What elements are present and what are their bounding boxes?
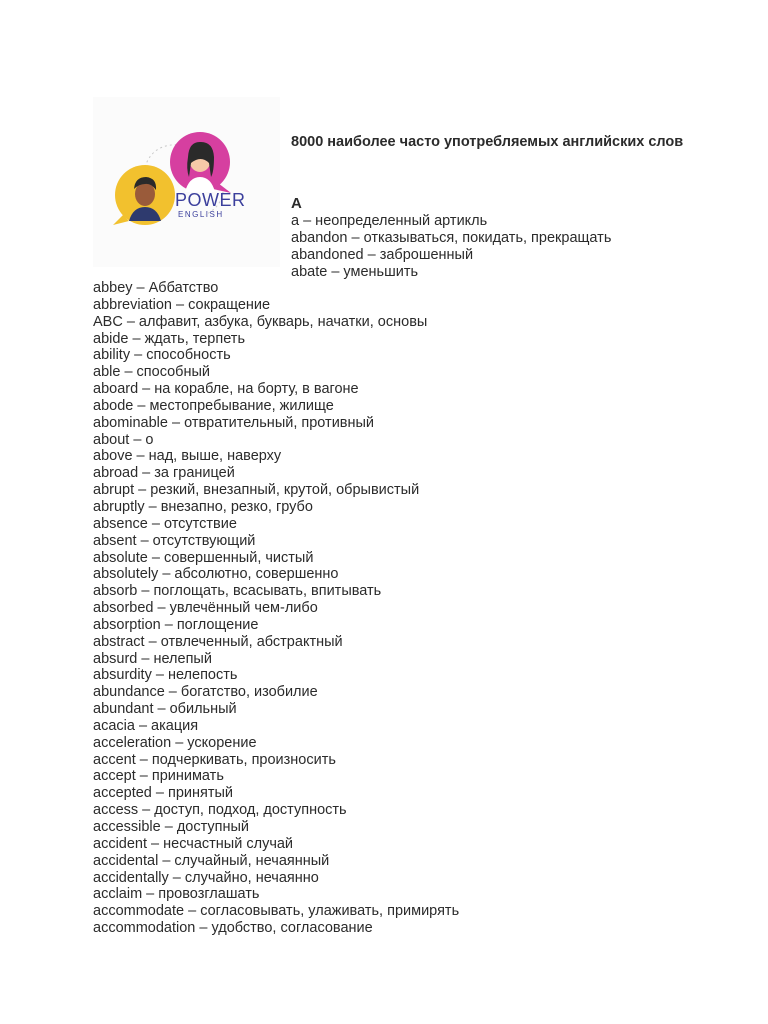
- list-item: abundant – обильный: [93, 701, 237, 718]
- list-item: accident – несчастный случай: [93, 835, 294, 852]
- logo-sub: ENGLISH: [178, 210, 224, 219]
- list-item: abate – уменьшить: [291, 263, 419, 280]
- list-item: acceleration – ускорение: [93, 734, 257, 751]
- list-item: a – неопределенный артикль: [291, 213, 488, 229]
- list-item: above – над, выше, наверху: [93, 448, 282, 465]
- list-item: accept – принимать: [93, 768, 224, 785]
- entry-list: [93, 280, 459, 937]
- section-letter: A: [291, 195, 302, 212]
- list-item: accidentally – случайно, нечаянно: [93, 869, 319, 886]
- right-entry-list: [291, 213, 611, 280]
- list-item: absent – отсутствующий: [93, 532, 256, 549]
- list-item: abbey – Аббатство: [93, 280, 219, 296]
- list-item: abide – ждать, терпеть: [93, 330, 245, 347]
- list-item: about – о: [93, 431, 154, 448]
- list-item: accidental – случайный, нечаянный: [93, 852, 330, 869]
- power-english-logo: [93, 97, 280, 267]
- list-item: accommodation – удобство, согласование: [93, 920, 373, 937]
- list-item: abominable – отвратительный, противный: [93, 414, 375, 431]
- list-item: accessible – доступный: [93, 819, 250, 835]
- list-item: ABC – алфавит, азбука, букварь, начатки, основы: [93, 313, 428, 330]
- list-item: aboard – на корабле, на борту, в вагоне: [93, 381, 359, 398]
- list-item: abruptly – внезапно, резко, грубо: [93, 498, 313, 515]
- list-item: abode – местопребывание, жилище: [93, 397, 334, 414]
- list-item: access – доступ, подход, доступность: [93, 802, 347, 819]
- list-item: absorption – поглощение: [93, 616, 259, 633]
- list-item: abrupt – резкий, внезапный, крутой, обрывистый: [93, 482, 420, 499]
- list-item: accent – подчеркивать, произносить: [93, 751, 336, 768]
- list-item: absolutely – абсолютно, совершенно: [93, 566, 339, 583]
- list-item: absurd – нелепый: [93, 650, 212, 667]
- list-item: abundance – богатство, изобилие: [93, 684, 318, 701]
- list-item: absolute – совершенный, чистый: [93, 549, 314, 566]
- speech-bubbles-icon: [93, 97, 280, 267]
- list-item: ability – способность: [93, 347, 231, 364]
- logo-brand: POWER: [175, 190, 246, 210]
- list-item: abandoned – заброшенный: [291, 246, 474, 263]
- list-item: acacia – акация: [93, 717, 199, 734]
- list-item: abroad – за границей: [93, 465, 235, 482]
- list-item: absence – отсутствие: [93, 515, 237, 532]
- list-item: absurdity – нелепость: [93, 667, 238, 684]
- list-item: absorb – поглощать, всасывать, впитывать: [93, 583, 382, 600]
- list-item: abstract – отвлеченный, абстрактный: [93, 633, 343, 650]
- list-item: abbreviation – сокращение: [93, 296, 271, 313]
- list-item: absorbed – увлечённый чем-либо: [93, 600, 318, 617]
- list-item: acclaim – провозглашать: [93, 886, 260, 903]
- list-item: able – способный: [93, 364, 211, 381]
- list-item: abandon – отказываться, покидать, прекращать: [291, 229, 612, 246]
- page-title: 8000 наиболее часто употребляемых английских слов: [291, 134, 684, 150]
- list-item: accommodate – согласовывать, улаживать, примирять: [93, 903, 460, 920]
- list-item: accepted – принятый: [93, 785, 234, 802]
